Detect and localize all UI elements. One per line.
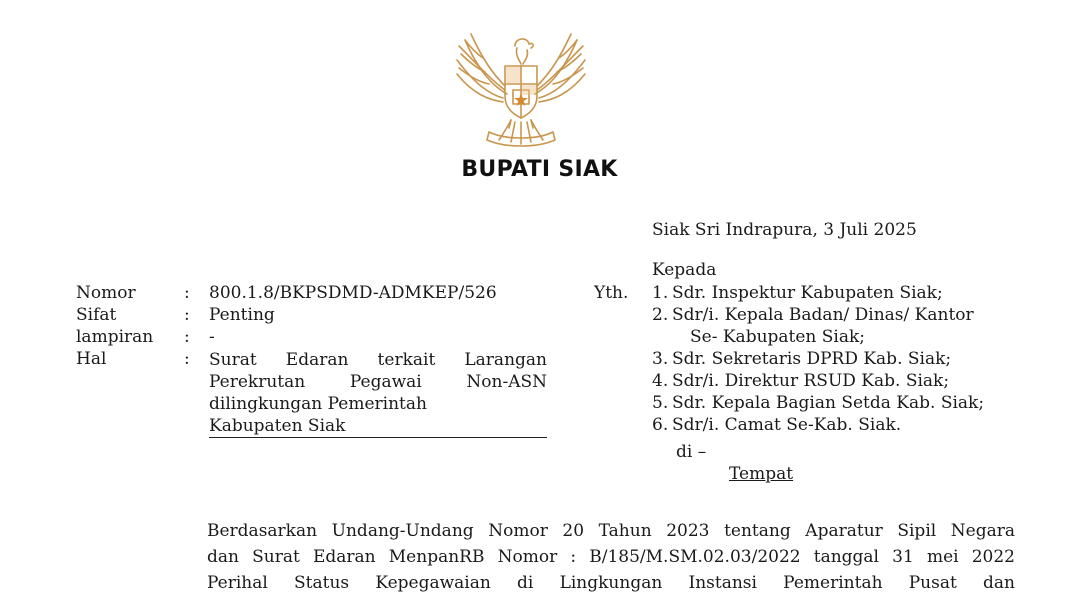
recipient-text: Se- Kabupaten Siak; [690, 327, 866, 347]
hal-line: Surat Edaran terkait Larangan [209, 350, 547, 370]
meta-hal-value [209, 349, 547, 438]
recipient-item [652, 304, 974, 326]
page-title: BUPATI SIAK [461, 157, 618, 182]
body-line: dan Surat Edaran MenpanRB Nomor : B/185/M.SM.02.03/2022 tanggal 31 mei 2022 [207, 547, 1015, 567]
hal-line: Perekrutan Pegawai Non-ASN [209, 372, 547, 392]
meta-value: Penting [209, 305, 275, 325]
recipient-text: Sdr/i. Direktur RSUD Kab. Siak; [672, 371, 950, 391]
hal-line: dilingkungan Pemerintah [209, 394, 427, 414]
body-line: Berdasarkan Undang-Undang Nomor 20 Tahun 2023 tentang Aparatur Sipil Negara [207, 521, 1015, 541]
body-line: Perihal Status Kepegawaian di Lingkungan Instansi Pemerintah Pusat dan [207, 573, 1015, 593]
recipient-number: 2. [652, 305, 669, 325]
recipient-item [652, 414, 901, 436]
recipient-text: Sdr/i. Kepala Badan/ Dinas/ Kantor [672, 305, 974, 325]
garuda-emblem-icon [449, 24, 593, 152]
meta-label: lampiran [76, 327, 154, 347]
recipient-number: 4. [652, 371, 669, 391]
meta-label: Sifat [76, 305, 117, 325]
hal-line: Kabupaten Siak [209, 415, 547, 438]
recipient-text: Sdr/i. Camat Se-Kab. Siak. [672, 415, 902, 435]
letter-date: Siak Sri Indrapura, 3 Juli 2025 [652, 220, 917, 240]
recipient-text: Sdr. Sekretaris DPRD Kab. Siak; [672, 349, 952, 369]
recipient-text: Sdr. Kepala Bagian Setda Kab. Siak; [672, 393, 985, 413]
recipient-text: Sdr. Inspektur Kabupaten Siak; [672, 283, 943, 303]
recipient-item [652, 348, 951, 370]
meta-label: Hal [76, 349, 107, 369]
recipient-item [652, 370, 949, 392]
meta-value: 800.1.8/BKPSDMD-ADMKEP/526 [209, 283, 497, 303]
meta-label: Nomor [76, 283, 136, 303]
yth-label: Yth. [594, 283, 629, 303]
recipient-number: 6. [652, 415, 669, 435]
meta-colon: : [184, 283, 190, 303]
di-label: di – [676, 442, 707, 462]
recipient-item [652, 392, 984, 414]
meta-colon: : [184, 305, 190, 325]
recipient-item [652, 282, 943, 304]
meta-value: - [209, 327, 215, 347]
meta-colon: : [184, 327, 190, 347]
recipient-number: 3. [652, 349, 669, 369]
recipient-number: 5. [652, 393, 669, 413]
meta-colon: : [184, 349, 190, 369]
tempat-label: Tempat [729, 464, 794, 484]
recipient-item [652, 326, 865, 348]
addressee-intro: Kepada [652, 260, 717, 280]
recipient-number: 1. [652, 283, 669, 303]
